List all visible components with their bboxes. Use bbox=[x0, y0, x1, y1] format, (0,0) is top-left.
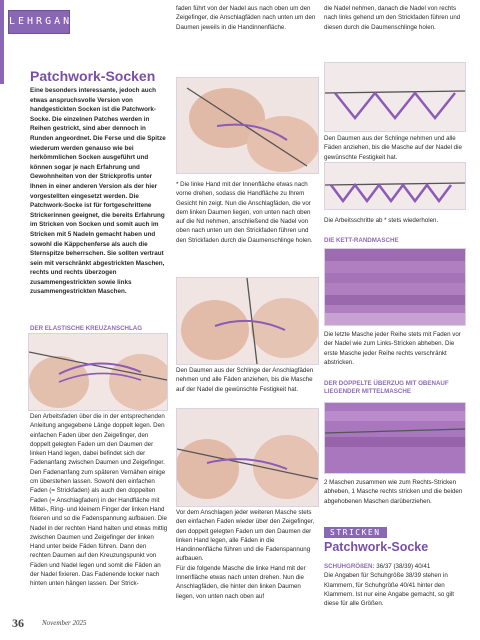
col3-caption-1: Den Daumen aus der Schlinge nehmen und alle Fäden anziehen, bis die Masche auf der Nadel die gewünschte Festigkeit hat. bbox=[324, 135, 462, 161]
photo-step-4 bbox=[324, 62, 466, 132]
issue-date: November 2025 bbox=[42, 619, 87, 627]
photo-doppelter-ueberzug bbox=[324, 402, 466, 474]
photo-step-3 bbox=[176, 408, 319, 507]
page-number: 36 bbox=[12, 616, 24, 630]
col2-top-text: faden führt von der Nadel aus nach oben um den Zeigefinger, die Anschlagfäden nach unten um den Daumen jeweils in die Handinnenfläche. bbox=[176, 5, 316, 31]
col3-top-text: die Nadel nehmen, danach die Nadel von rechts nach links gehend um den Strickfaden führen und diesen durch die Daumenschlinge holen. bbox=[324, 5, 461, 31]
sizes-label: SCHUHGRÖßEN: bbox=[324, 563, 375, 570]
sizes-value: 36/37 (38/39) 40/41 bbox=[376, 563, 431, 570]
subhead-kett-randmasche: DIE KETT-RANDMASCHE bbox=[324, 237, 399, 244]
body-kreuzanschlag: Den Arbeitsfaden über die in der entsprechenden Anleitung angegebene Länge doppelt legen. Den einfachen Faden über den Zeigefinger, den doppelt gelegten Faden um den Daumen der linken Hand legen, dabei befindet sich der Fadenanfang zwischen Daumen und Zeigefinger. Den Fadenanfang zum späteren Vernähen einige cm überstehen lassen. Sowohl den einfachen Faden (= Strickfaden) als auch den doppelten Faden (= Anschlagfaden) in der Handfläche mit Mittel-, Ring- und kleinem Finger der linken Hand fixieren und so die Fadenspannung aufbauen. Die Nadel in der rechten Hand halten und etwas mittig zwischen Daumen und Zeigefinger der linken Hand unter beide Fäden führen. Dann den rechten Daumen auf den Kreuzungspunkt von Fäden und Nadel legen und somit die Fäden an der Nadel fixieren. Das Fadenende locker nach hinten unten hängen lassen. Der Strick- bbox=[30, 413, 168, 588]
article-title: Patchwork-Socken bbox=[30, 68, 156, 84]
sizes-text: Die Angaben für Schuhgröße 38/39 stehen in Klammern, für Schuhgröße 40/41 hinter den Klammern. Ist nur eine Angabe gemacht, so gilt diese für alle Größen. bbox=[324, 572, 455, 608]
stricken-tag: STRICKEN bbox=[324, 527, 387, 538]
col2-bottom-text: Vor dem Anschlagen jeder weiteren Masche stets den einfachen Faden wieder über den Zeigefinger, den doppelt gelegten Faden um den Daumen der linken Hand legen, alle Fäden in die Handinnenfläche führen und die Fadenspannung aufbauen. Für die folgende Masche die linke Hand mit der Innenfläche etwas nach unten drehen. Nun die Anschlagfäden, die hinter den linken Daumen liegen, von unten nach oben auf bbox=[176, 509, 315, 600]
intro-text: Eine besonders interessante, jedoch auch etwas anspruchsvolle Version von handgestickten Socken ist die Patchwork-Socke. Die einzelnen Patches werden in Reihen gestrickt, sind aber dennoch in Runden angeordnet. Die Ferse und die Spitze wiederum werden genauso wie bei herkömmlichen Socken ausgeführt und können sogar je nach Erfahrung und Gewohnheiten von der Strickprofis unter Ihnen in einer anderen Version als der hier vorgestellten eingesetzt werden. Die Patchwork-Socke ist für fortgeschrittene Strickerinnen geeignet, die bereits Erfahrung im Stricken von Socken und somit auch im Stricken mit 5 Nadeln gemacht haben und sowohl die Käppchenferse als auch die Sternspitze beherrschen. Sie sollten vertraut sein mit verschränkt abgestrickten Maschen, rechts und rechts überzogen zusammengestrickten sowie links zusammengestrickten Maschen. bbox=[30, 87, 166, 296]
col2-step-text: * Die linke Hand mit der Innenfläche etwas nach vorne drehen, sodass die Handfläche zu Ihrem Gesicht hin zeigt. Nun die Anschlagfäden, die vor dem linken Daumen liegen, von unten nach oben auf die Nd nehmen, anschließend die Nadel von oben nach unten um den Strickfaden führen und den Strickfaden durch die Daumenschlinge holen. bbox=[176, 181, 313, 244]
photo-kreuzanschlag bbox=[28, 333, 168, 411]
section-tag: LEHRGANG bbox=[8, 10, 70, 34]
photo-step-5 bbox=[324, 162, 466, 210]
subhead-doppelter-ueberzug: DER DOPPELTE ÜBERZUG MIT OBENAUF LIEGENDER MITTELMASCHE bbox=[324, 380, 449, 395]
col3-caption-4: 2 Maschen zusammen wie zum Rechts-Stricken abheben, 1 Masche rechts stricken und die beiden abgehobenen Maschen darüberziehen. bbox=[324, 479, 463, 505]
side-accent-bar bbox=[0, 0, 4, 84]
subhead-kreuzanschlag: DER ELASTISCHE KREUZANSCHLAG bbox=[30, 325, 143, 332]
photo-step-2 bbox=[176, 277, 319, 365]
sizes-paragraph bbox=[324, 562, 464, 608]
pattern-title: Patchwork-Socke bbox=[324, 540, 429, 554]
col3-caption-2: Die Arbeitsschritte ab * stets wiederholen. bbox=[324, 217, 439, 224]
col2-caption: Den Daumen aus der Schlinge der Anschlagfäden nehmen und alle Fäden anziehen, bis die Masche auf der Nadel die gewünschte Festigkeit hat. bbox=[176, 367, 314, 393]
col3-caption-3: Die letzte Masche jeder Reihe stets mit Faden vor der Nadel wie zum Links-Stricken abheben. Die erste Masche jeder Reihe rechts verschränkt abstricken. bbox=[324, 331, 461, 366]
photo-step-1 bbox=[176, 77, 319, 174]
photo-kett-randmasche bbox=[324, 248, 466, 326]
